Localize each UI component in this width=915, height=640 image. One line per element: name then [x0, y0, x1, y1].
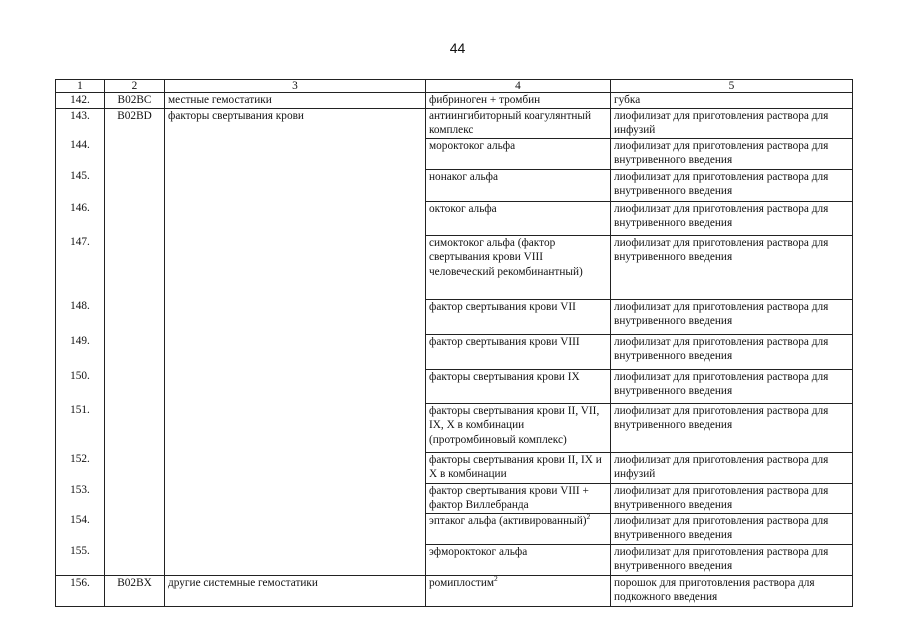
dosage-form: лиофилизат для приготовления раствора для внутривенного введения — [611, 483, 853, 513]
drug-name — [426, 93, 611, 109]
drug-name — [426, 403, 611, 452]
drug-name — [426, 201, 611, 235]
drug-name — [426, 169, 611, 201]
row-number: 142. — [56, 93, 105, 109]
drug-name-text: ромиплостим — [429, 576, 495, 589]
table-header-row — [56, 80, 853, 93]
atc-code: B02BX — [105, 575, 165, 606]
dosage-form: лиофилизат для приготовления раствора для внутривенного введения — [611, 169, 853, 201]
atc-code: B02BC — [105, 93, 165, 109]
row-number: 154. — [56, 513, 105, 544]
atc-code — [105, 452, 165, 483]
atc-code — [105, 369, 165, 403]
row-number: 155. — [56, 544, 105, 575]
table-row — [56, 403, 853, 452]
header-col-3: 3 — [165, 80, 426, 93]
dosage-form: лиофилизат для приготовления раствора для внутривенного введения — [611, 299, 853, 334]
table-row — [56, 452, 853, 483]
header-col-5: 5 — [611, 80, 853, 93]
footnote-marker: 2 — [494, 573, 498, 583]
pharmacological-group: другие системные гемостатики — [165, 575, 426, 606]
pharmacological-group — [165, 138, 426, 169]
atc-code — [105, 483, 165, 513]
drug-table — [55, 79, 853, 607]
pharmacological-group — [165, 483, 426, 513]
drug-name — [426, 483, 611, 513]
page-number: 44 — [449, 40, 466, 56]
row-number: 144. — [56, 138, 105, 169]
row-number: 147. — [56, 235, 105, 299]
footnote-marker: 2 — [586, 511, 591, 521]
row-number: 153. — [56, 483, 105, 513]
drug-name-text: симоктоког альфа (фактор свертывания крови VIII человеческий рекомбинантный) — [429, 236, 583, 278]
atc-code — [105, 513, 165, 544]
dosage-form: лиофилизат для приготовления раствора для внутривенного введения — [611, 513, 853, 544]
table-row — [56, 169, 853, 201]
drug-name-text: факторы свертывания крови II, IX и X в комбинации — [429, 453, 602, 480]
row-number: 151. — [56, 403, 105, 452]
drug-name-text: факторы свертывания крови II, VII, IX, X в комбинации (протромбиновый комплекс) — [429, 404, 600, 446]
drug-name-text: факторы свертывания крови IX — [429, 370, 580, 383]
pharmacological-group: местные гемостатики — [165, 93, 426, 109]
pharmacological-group — [165, 169, 426, 201]
dosage-form: лиофилизат для приготовления раствора для внутривенного введения — [611, 334, 853, 369]
table-row — [56, 108, 853, 138]
header-col-2: 2 — [105, 80, 165, 93]
atc-code — [105, 235, 165, 299]
header-col-4: 4 — [426, 80, 611, 93]
pharmacological-group — [165, 299, 426, 334]
drug-name — [426, 575, 611, 606]
pharmacological-group — [165, 235, 426, 299]
drug-name-text: нонаког альфа — [429, 170, 499, 183]
drug-name-text: фактор свертывания крови VII — [429, 300, 576, 313]
table-row — [56, 575, 853, 606]
dosage-form: порошок для приготовления раствора для подкожного введения — [611, 575, 853, 606]
pharmacological-group — [165, 369, 426, 403]
dosage-form: лиофилизат для приготовления раствора для внутривенного введения — [611, 235, 853, 299]
drug-name — [426, 299, 611, 334]
row-number: 148. — [56, 299, 105, 334]
atc-code: B02BD — [105, 108, 165, 138]
pharmacological-group — [165, 513, 426, 544]
drug-name — [426, 138, 611, 169]
drug-name — [426, 544, 611, 575]
pharmacological-group: факторы свертывания крови — [165, 108, 426, 138]
pharmacological-group — [165, 201, 426, 235]
drug-name — [426, 108, 611, 138]
pharmacological-group — [165, 403, 426, 452]
drug-name-text: фактор свертывания крови VIII — [429, 335, 580, 348]
drug-name — [426, 513, 611, 544]
row-number: 152. — [56, 452, 105, 483]
table-row — [56, 544, 853, 575]
row-number: 156. — [56, 575, 105, 606]
table-row — [56, 483, 853, 513]
pharmacological-group — [165, 544, 426, 575]
drug-name — [426, 334, 611, 369]
atc-code — [105, 334, 165, 369]
dosage-form: лиофилизат для приготовления раствора для внутривенного введения — [611, 369, 853, 403]
row-number: 146. — [56, 201, 105, 235]
drug-name-text: октоког альфа — [429, 202, 497, 215]
row-number: 149. — [56, 334, 105, 369]
pharmacological-group — [165, 334, 426, 369]
drug-name-text: мороктоког альфа — [429, 139, 516, 152]
dosage-form: лиофилизат для приготовления раствора для внутривенного введения — [611, 138, 853, 169]
table-row — [56, 369, 853, 403]
atc-code — [105, 299, 165, 334]
drug-name-text: фактор свертывания крови VIII + фактор Виллебранда — [429, 484, 589, 511]
pharmacological-group — [165, 452, 426, 483]
dosage-form: лиофилизат для приготовления раствора для внутривенного введения — [611, 403, 853, 452]
table-row — [56, 235, 853, 299]
row-number: 145. — [56, 169, 105, 201]
atc-code — [105, 403, 165, 452]
drug-name — [426, 369, 611, 403]
drug-name — [426, 452, 611, 483]
drug-name-text: антиингибиторный коагулянтный комплекс — [429, 109, 592, 136]
header-col-1: 1 — [56, 80, 105, 93]
table-row — [56, 513, 853, 544]
drug-name — [426, 235, 611, 299]
dosage-form: лиофилизат для приготовления раствора для внутривенного введения — [611, 544, 853, 575]
atc-code — [105, 138, 165, 169]
dosage-form: лиофилизат для приготовления раствора для инфузий — [611, 452, 853, 483]
table-row — [56, 138, 853, 169]
dosage-form: губка — [611, 93, 853, 109]
row-number: 150. — [56, 369, 105, 403]
dosage-form: лиофилизат для приготовления раствора для инфузий — [611, 108, 853, 138]
table-row — [56, 299, 853, 334]
drug-name-text: эфмороктоког альфа — [429, 545, 528, 558]
atc-code — [105, 169, 165, 201]
table-row — [56, 93, 853, 109]
atc-code — [105, 544, 165, 575]
table-row — [56, 201, 853, 235]
dosage-form: лиофилизат для приготовления раствора для внутривенного введения — [611, 201, 853, 235]
drug-name-text: эптаког альфа (активированный) — [429, 514, 587, 527]
table-row — [56, 334, 853, 369]
drug-name-text: фибриноген + тромбин — [429, 94, 541, 106]
row-number: 143. — [56, 108, 105, 138]
atc-code — [105, 201, 165, 235]
